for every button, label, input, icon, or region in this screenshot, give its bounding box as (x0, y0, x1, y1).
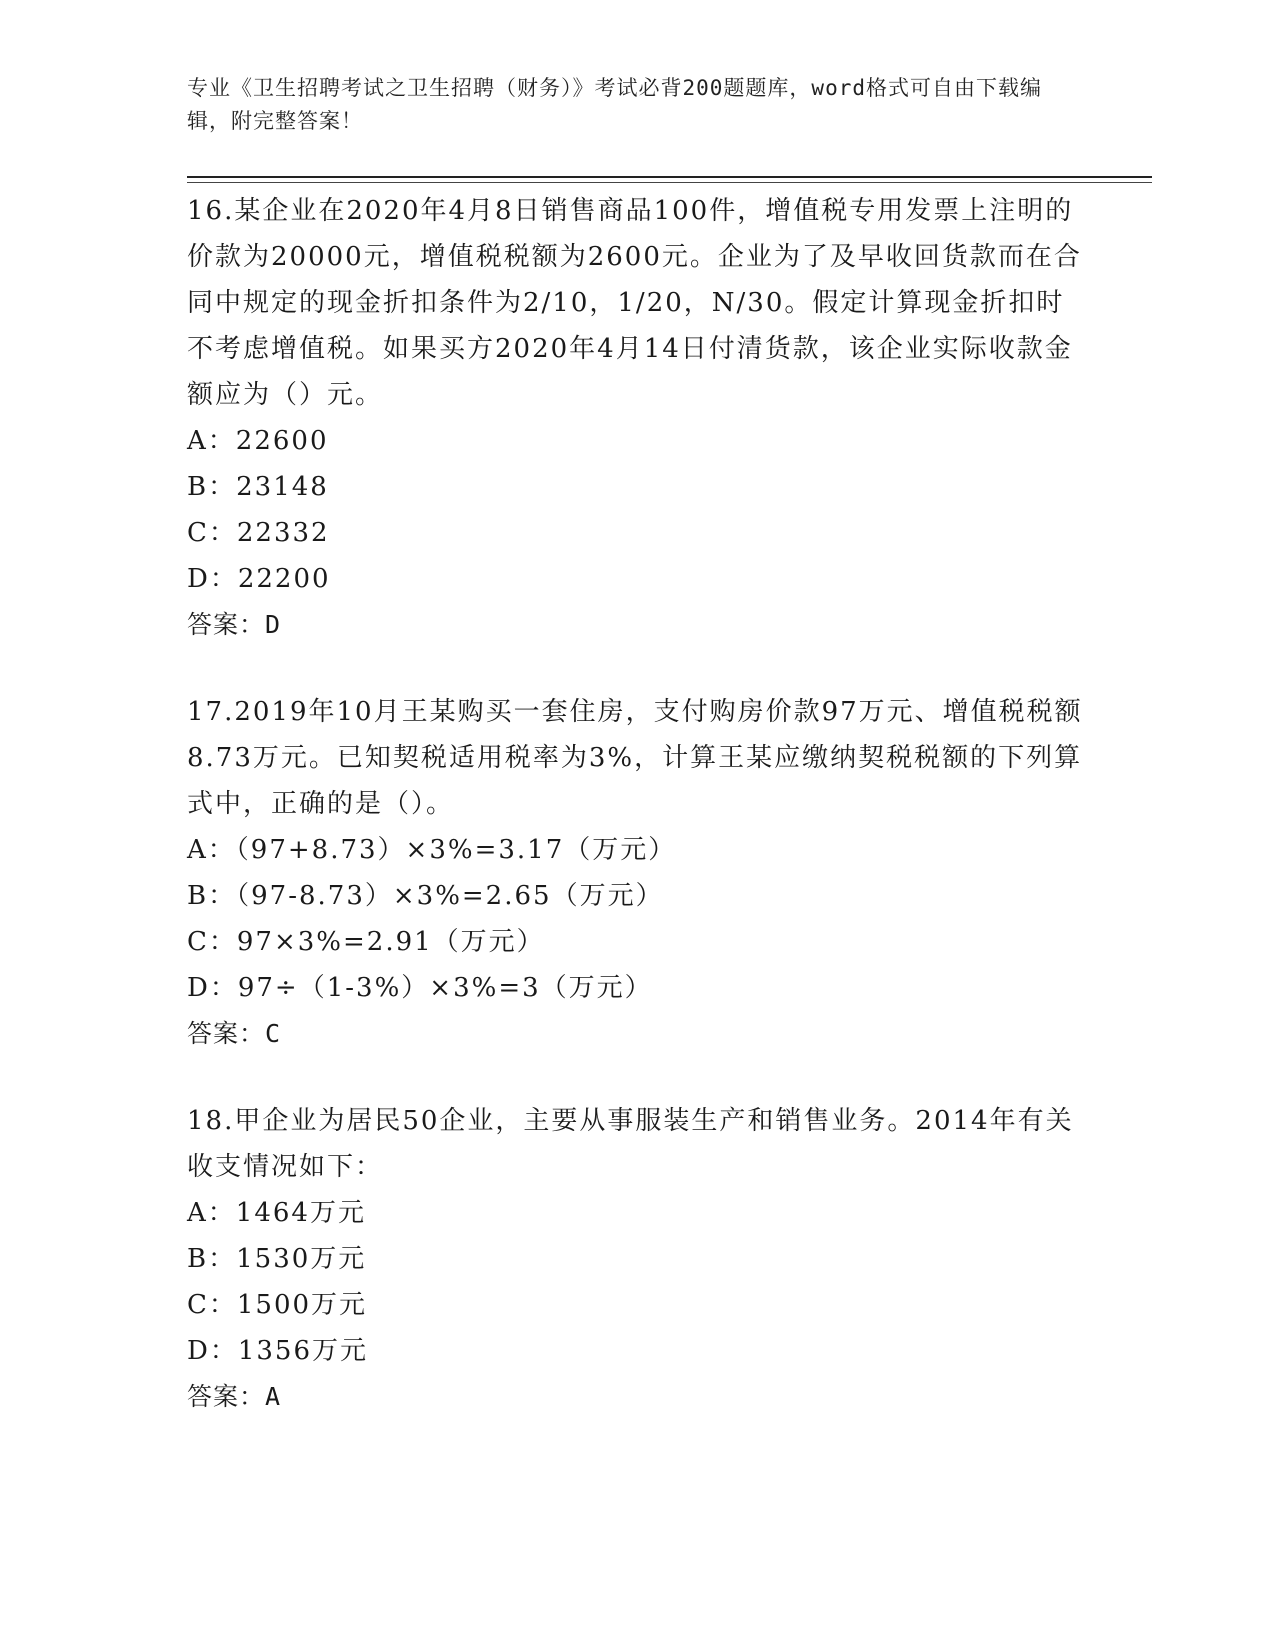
option-b: B：（97-8.73）×3%=2.65（万元） (187, 881, 664, 911)
answer-line: 答案：D (187, 610, 282, 639)
option-c: C：97×3%=2.91（万元） (187, 927, 545, 957)
option-d: D：22200 (187, 564, 331, 594)
question-18 (187, 1098, 1087, 1420)
answer-line: 答案：C (187, 1019, 282, 1048)
option-d: D：1356万元 (187, 1336, 369, 1366)
question-16 (187, 188, 1087, 648)
option-c: C：22332 (187, 518, 330, 548)
question-17 (187, 689, 1087, 1057)
option-b: B：23148 (187, 472, 329, 502)
option-d: D：97÷（1-3%）×3%=3（万元） (187, 973, 653, 1003)
header-divider-thin (187, 182, 1152, 183)
header-divider-thick (187, 176, 1152, 178)
answer-line: 答案：A (187, 1382, 282, 1411)
question-stem: 16.某企业在2020年4月8日销售商品100件，增值税专用发票上注明的价款为20000元，增值税税额为2600元。企业为了及早收回货款而在合同中规定的现金折扣条件为2/10，1/20，N/30。假定计算现金折扣时不考虑增值税。如果买方2020年4月14日付清货款，该企业实际收款金额应为（）元。 (187, 196, 1082, 410)
option-c: C：1500万元 (187, 1290, 368, 1320)
question-stem: 18.甲企业为居民50企业，主要从事服装生产和销售业务。2014年有关收支情况如下： (187, 1106, 1074, 1182)
option-a: A：22600 (187, 426, 329, 456)
option-a: A：（97+8.73）×3%=3.17（万元） (187, 835, 677, 865)
option-b: B：1530万元 (187, 1244, 367, 1274)
document-header: 专业《卫生招聘考试之卫生招聘（财务）》考试必背200题题库，word格式可自由下载编辑，附完整答案！ (187, 76, 1042, 133)
question-stem: 17.2019年10月王某购买一套住房，支付购房价款97万元、增值税税额8.73万元。已知契税适用税率为3%，计算王某应缴纳契税税额的下列算式中，正确的是（）。 (187, 697, 1083, 819)
option-a: A：1464万元 (187, 1198, 366, 1228)
